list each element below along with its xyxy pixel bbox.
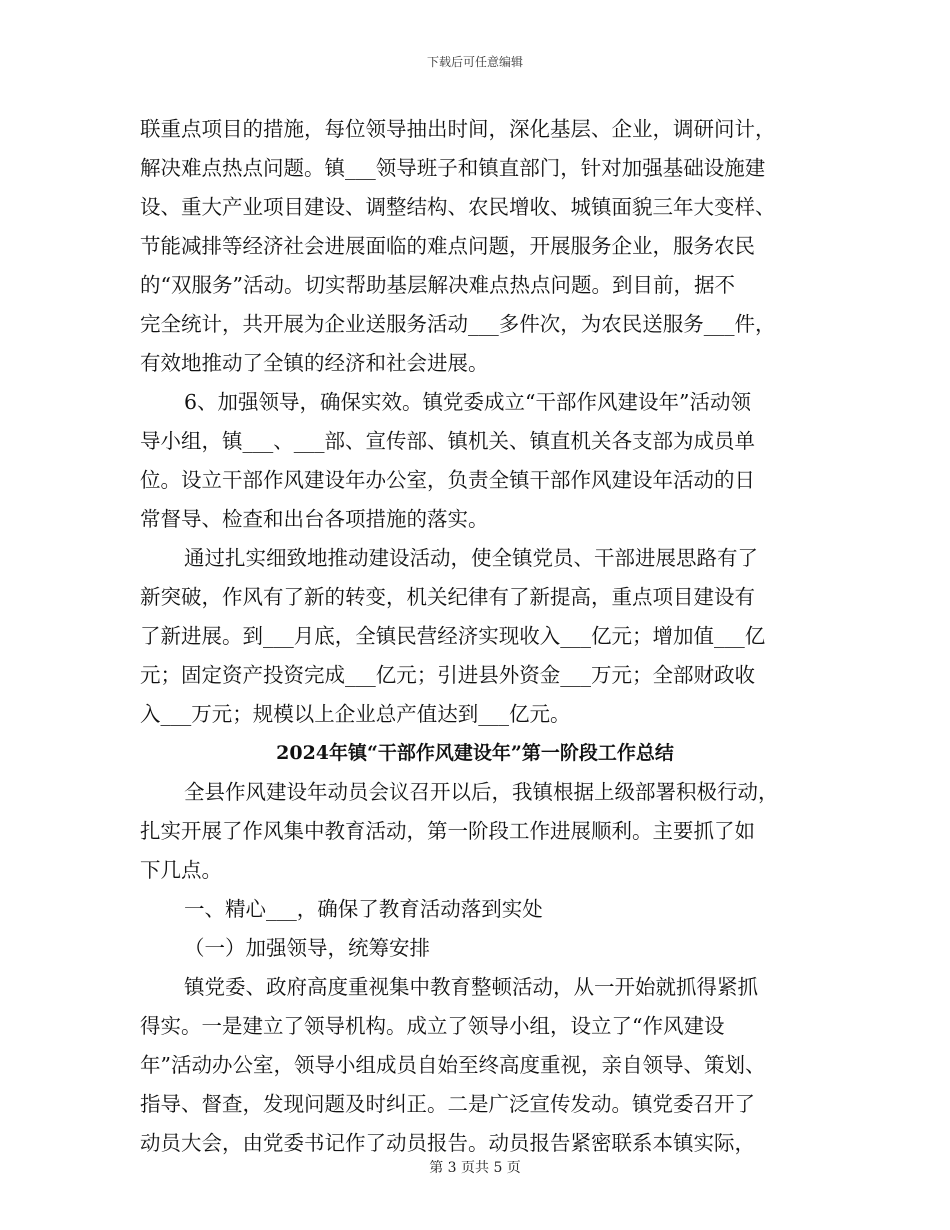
body-line: 全县作风建设年动员会议召开以后，我镇根据上级部署积极行动， [184,780,779,804]
body-line: 入___万元；规模以上企业总产值达到___亿元。 [140,702,571,726]
body-line: 新突破，作风有了新的转变，机关纪律有了新提高，重点项目建设有 [140,585,755,609]
document-body [140,110,810,1163]
body-line: 扎实开展了作风集中教育活动，第一阶段工作进展顺利。主要抓了如 [140,819,755,843]
body-line: 通过扎实细致地推动建设活动，使全镇党员、干部进展思路有了 [184,546,758,570]
body-line: 6、加强领导，确保实效。镇党委成立“干部作风建设年”活动领 [184,390,752,414]
body-line: 导小组，镇___、___部、宣传部、镇机关、镇直机关各支部为成员单 [140,429,755,453]
body-line: 设、重大产业项目建设、调整结构、农民增收、城镇面貌三年大变样、 [140,195,776,219]
body-line: 了新进展。到___月底，全镇民营经济实现收入___亿元；增加值___亿 [140,624,766,648]
body-line: 节能减排等经济社会进展面临的难点问题，开展服务企业，服务农民 [140,234,755,258]
body-line: 位。设立干部作风建设年办公室，负责全镇干部作风建设年活动的日 [140,468,755,492]
heading-level-2: （一）加强领导，统筹安排 [184,936,430,960]
page-number: 第 3 页共 5 页 [429,1160,521,1176]
body-line: 联重点项目的措施，每位领导抽出时间，深化基层、企业，调研问计， [140,117,776,141]
body-line: 常督导、检查和出台各项措施的落实。 [140,507,489,531]
body-line: 下几点。 [140,858,222,882]
body-line: 动员大会，由党委书记作了动员报告。动员报告紧密联系本镇实际， [140,1131,755,1155]
body-line: 完全统计，共开展为企业送服务活动___多件次，为农民送服务___件， [140,312,776,336]
body-line: 指导、督查，发现问题及时纠正。二是广泛宣传发动。镇党委召开了 [140,1092,755,1116]
page-header [0,53,950,70]
body-line: 解决难点热点问题。镇___领导班子和镇直部门，针对加强基础设施建 [140,156,766,180]
heading-level-1: 一、精心___，确保了教育活动落到实处 [184,897,543,921]
header-note: 下载后可任意编辑 [426,55,523,69]
body-line: 得实。一是建立了领导机构。成立了领导小组，设立了“作风建设 [140,1014,725,1038]
body-line: 元；固定资产投资完成___亿元；引进县外资金___万元；全部财政收 [140,663,755,687]
section-title: 2024年镇“干部作风建设年”第一阶段工作总结 [276,742,674,764]
page-footer [0,1157,950,1177]
body-line: 的“双服务”活动。切实帮助基层解决难点热点问题。到目前，据不 [140,273,735,297]
body-line: 有效地推动了全镇的经济和社会进展。 [140,351,489,375]
body-line: 镇党委、政府高度重视集中教育整顿活动，从一开始就抓得紧抓 [184,975,758,999]
body-line: 年”活动办公室，领导小组成员自始至终高度重视，亲自领导、策划、 [140,1053,766,1077]
